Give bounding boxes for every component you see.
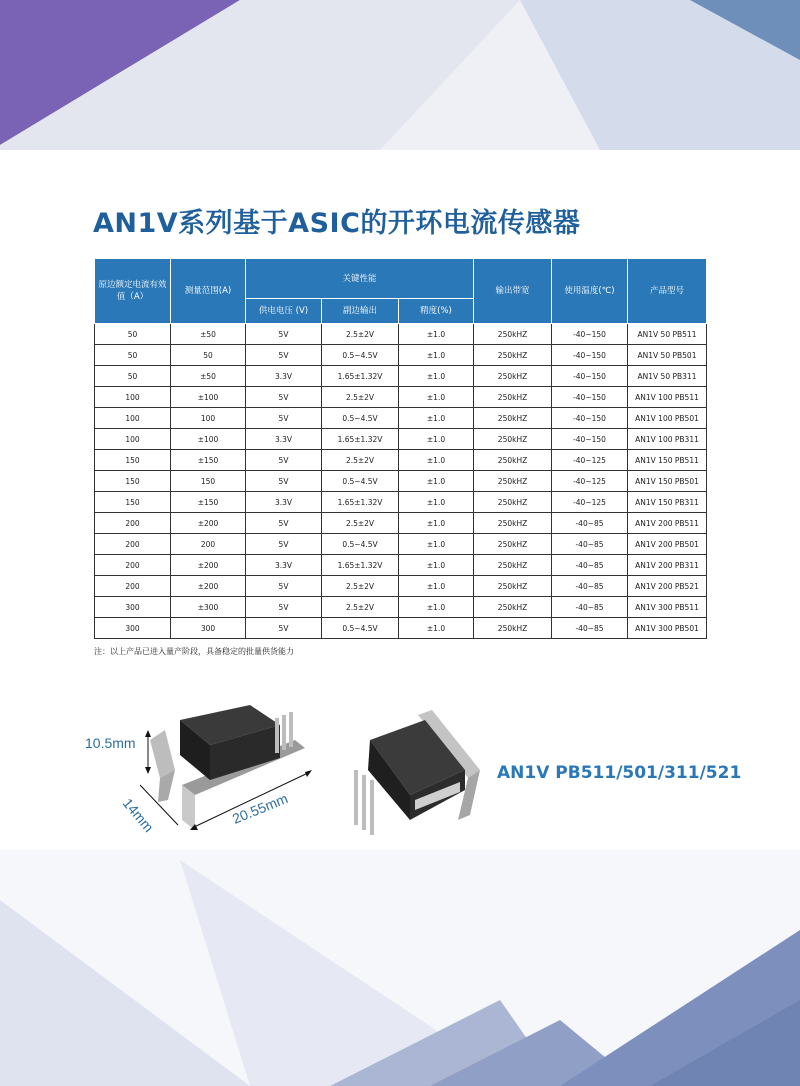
table-cell: ±1.0 [399,618,474,639]
table-cell: 1.65±1.32V [322,366,399,387]
header-measure-range: 测量范围(A) [171,259,246,324]
table-cell: 50 [171,345,246,366]
table-row [95,387,707,408]
table-cell: -40~125 [552,492,628,513]
table-cell: AN1V 150 PB501 [628,471,707,492]
table-cell: ±1.0 [399,366,474,387]
table-cell: 2.5±2V [322,597,399,618]
table-cell: ±1.0 [399,534,474,555]
table-cell: 5V [246,534,322,555]
table-cell: AN1V 50 PB511 [628,324,707,345]
table-cell: AN1V 200 PB501 [628,534,707,555]
table-row [95,450,707,471]
table-cell: AN1V 50 PB311 [628,366,707,387]
table-cell: 5V [246,471,322,492]
table-cell: 250kHZ [474,555,552,576]
table-cell: 5V [246,513,322,534]
table-cell: ±1.0 [399,345,474,366]
table-cell: 50 [95,366,171,387]
header-bandwidth: 输出带宽 [474,259,552,324]
table-row [95,345,707,366]
table-cell: 5V [246,597,322,618]
table-cell: 5V [246,408,322,429]
table-cell: AN1V 300 PB511 [628,597,707,618]
table-cell: ±1.0 [399,408,474,429]
table-cell: 150 [95,471,171,492]
table-cell: 2.5±2V [322,450,399,471]
table-cell: 250kHZ [474,534,552,555]
table-row [95,429,707,450]
table-cell: 250kHZ [474,324,552,345]
table-cell: -40~85 [552,555,628,576]
table-cell: ±1.0 [399,513,474,534]
table-cell: 250kHZ [474,576,552,597]
table-cell: 150 [171,471,246,492]
table-cell: 100 [171,408,246,429]
table-cell: 3.3V [246,492,322,513]
table-cell: -40~125 [552,471,628,492]
table-cell: 250kHZ [474,471,552,492]
table-row [95,597,707,618]
table-cell: ±1.0 [399,450,474,471]
table-cell: 0.5~4.5V [322,618,399,639]
table-cell: ±100 [171,429,246,450]
table-cell: 100 [95,429,171,450]
table-cell: ±1.0 [399,324,474,345]
table-cell: AN1V 200 PB311 [628,555,707,576]
header-temperature: 使用温度(℃) [552,259,628,324]
table-cell: 2.5±2V [322,576,399,597]
table-cell: 3.3V [246,555,322,576]
table-cell: AN1V 300 PB501 [628,618,707,639]
table-row [95,366,707,387]
table-cell: 3.3V [246,366,322,387]
table-cell: ±1.0 [399,555,474,576]
table-cell: AN1V 100 PB511 [628,387,707,408]
table-cell: 0.5~4.5V [322,345,399,366]
table-cell: 200 [95,555,171,576]
header-supply-voltage: 供电电压 (V) [246,299,322,324]
table-cell: 200 [171,534,246,555]
table-cell: 0.5~4.5V [322,534,399,555]
table-cell: ±150 [171,450,246,471]
dimension-depth-label: 14mm [119,795,158,836]
table-cell: -40~85 [552,534,628,555]
table-cell: AN1V 200 PB511 [628,513,707,534]
table-cell: AN1V 200 PB521 [628,576,707,597]
table-cell: ±1.0 [399,492,474,513]
table-cell: -40~150 [552,366,628,387]
header-rated-current: 原边额定电流有效值（A） [95,259,171,324]
page-title: AN1V系列基于ASIC的开环电流传感器 [93,208,581,239]
table-cell: 150 [95,450,171,471]
table-row [95,555,707,576]
table-cell: -40~150 [552,387,628,408]
table-cell: 250kHZ [474,492,552,513]
footnote: 注：以上产品已进入量产阶段，具备稳定的批量供货能力 [94,647,294,656]
table-cell: ±200 [171,513,246,534]
table-cell: 250kHZ [474,345,552,366]
header-key-performance: 关键性能 [246,259,474,299]
table-cell: -40~85 [552,576,628,597]
table-cell: AN1V 50 PB501 [628,345,707,366]
table-cell: ±150 [171,492,246,513]
table-cell: 5V [246,345,322,366]
table-row [95,324,707,345]
spec-table [94,258,707,639]
table-cell: 300 [171,618,246,639]
spec-table-body [95,324,707,639]
table-cell: ±1.0 [399,576,474,597]
table-row [95,513,707,534]
table-cell: 300 [95,597,171,618]
table-cell: 1.65±1.32V [322,429,399,450]
table-cell: ±1.0 [399,597,474,618]
table-cell: -40~85 [552,618,628,639]
table-cell: -40~125 [552,450,628,471]
table-cell: ±200 [171,576,246,597]
table-cell: 5V [246,450,322,471]
dimension-width-label: 20.55mm [230,790,291,827]
table-cell: 5V [246,387,322,408]
table-cell: 5V [246,618,322,639]
table-cell: ±1.0 [399,471,474,492]
table-cell: -40~150 [552,324,628,345]
table-cell: ±100 [171,387,246,408]
table-cell: 100 [95,387,171,408]
table-cell: 250kHZ [474,366,552,387]
table-cell: AN1V 150 PB311 [628,492,707,513]
header-accuracy: 精度(%) [399,299,474,324]
table-cell: 2.5±2V [322,387,399,408]
table-cell: 250kHZ [474,408,552,429]
table-cell: 200 [95,513,171,534]
table-cell: 250kHZ [474,597,552,618]
header-secondary-output: 副边输出 [322,299,399,324]
table-cell: -40~85 [552,513,628,534]
table-cell: ±300 [171,597,246,618]
table-cell: AN1V 150 PB511 [628,450,707,471]
table-cell: -40~150 [552,429,628,450]
table-cell: ±200 [171,555,246,576]
table-cell: 2.5±2V [322,324,399,345]
table-cell: 0.5~4.5V [322,471,399,492]
table-cell: AN1V 100 PB311 [628,429,707,450]
table-cell: 1.65±1.32V [322,492,399,513]
table-cell: 250kHZ [474,450,552,471]
table-cell: 50 [95,345,171,366]
table-cell: AN1V 100 PB501 [628,408,707,429]
table-row [95,471,707,492]
table-cell: 3.3V [246,429,322,450]
table-cell: 150 [95,492,171,513]
table-cell: 300 [95,618,171,639]
table-cell: ±1.0 [399,387,474,408]
table-cell: 2.5±2V [322,513,399,534]
model-series-label: AN1V PB511/501/311/521 [497,763,742,783]
header-model: 产品型号 [628,259,707,324]
table-row [95,492,707,513]
sensor-rear-photo [340,700,490,840]
table-row [95,576,707,597]
table-cell: 250kHZ [474,618,552,639]
table-cell: -40~150 [552,345,628,366]
table-cell: ±1.0 [399,429,474,450]
table-cell: 250kHZ [474,513,552,534]
table-cell: 200 [95,534,171,555]
table-cell: 0.5~4.5V [322,408,399,429]
table-row [95,408,707,429]
table-cell: 100 [95,408,171,429]
table-row [95,618,707,639]
table-cell: 50 [95,324,171,345]
table-cell: 5V [246,324,322,345]
table-cell: 250kHZ [474,429,552,450]
table-row [95,534,707,555]
table-cell: 1.65±1.32V [322,555,399,576]
table-cell: 200 [95,576,171,597]
table-cell: 250kHZ [474,387,552,408]
table-cell: ±50 [171,366,246,387]
table-cell: -40~150 [552,408,628,429]
table-cell: 5V [246,576,322,597]
dimension-height-label: 10.5mm [85,735,136,751]
table-cell: ±50 [171,324,246,345]
table-cell: -40~85 [552,597,628,618]
